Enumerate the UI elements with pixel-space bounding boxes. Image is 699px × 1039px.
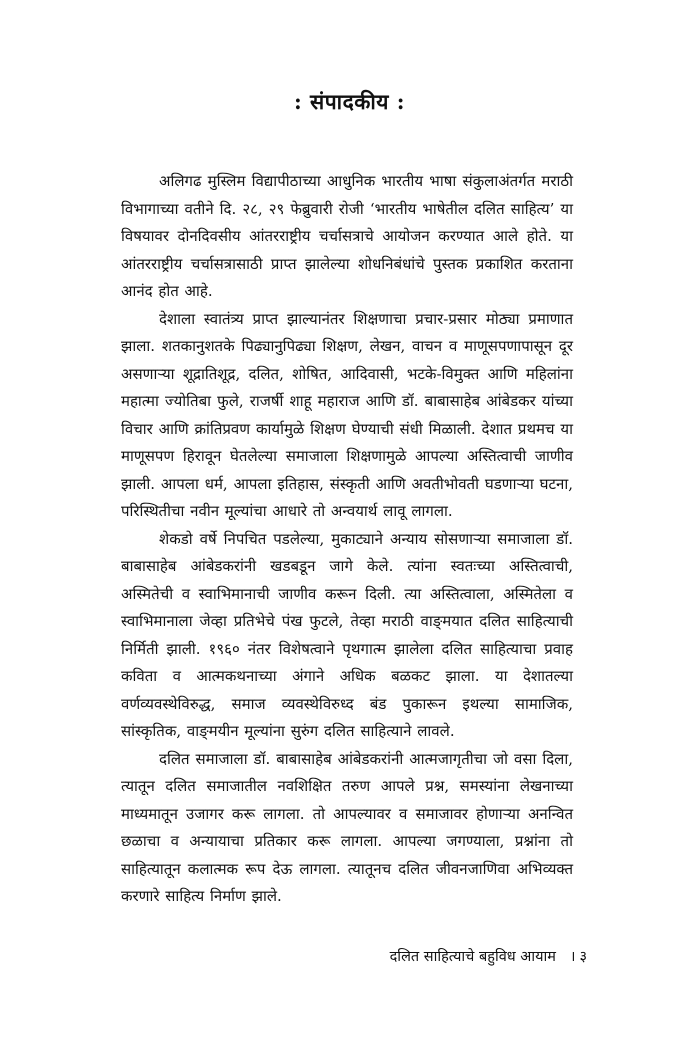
editorial-body — [121, 168, 573, 911]
paragraph-4: दलित समाजाला डॉ. बाबासाहेब आंबेडकरांनी आत्मजागृतीचा जो वसा दिला, त्यातून दलित समाजातील नवशिक्षित तरुण आपले प्रश्न, समस्यांना लेखनाच्या माध्यमातून उजागर करू लागला. तो आपल्यावर व समाजावर होणाऱ्या अनन्वित छळाचा व अन्यायाचा प्रतिकार करू लागला. आपल्या जगण्याला, प्रश्नांना तो साहित्यातून कलात्मक रूप देऊ लागला. त्यातूनच दलित जीवनजाणिवा अभिव्यक्त करणारे साहित्य निर्माण झाले. — [121, 749, 573, 905]
paragraph-2: देशाला स्वातंत्र्य प्राप्त झाल्यानंतर शिक्षणाचा प्रचार-प्रसार मोठ्या प्रमाणात झाला. शतकानुशतके पिढ्यानुपिढ्या शिक्षण, लेखन, वाचन व माणूसपणापासून दूर असणाऱ्या शूद्रातिशूद्र, दलित, शोषित, आदिवासी, भटके-विमुक्त आणि महिलांना महात्मा ज्योतिबा फुले, राजर्षी शाहू महाराज आणि डॉ. बाबासाहेब आंबेडकर यांच्या विचार आणि क्रांतिप्रवण कार्यामुळे शिक्षण घेण्याची संधी मिळाली. देशात प्रथमच या माणूसपण हिरावून घेतलेल्या समाजाला शिक्षणामुळे आपल्या अस्तित्वाची जाणीव झाली. आपला धर्म, आपला इतिहास, संस्कृती आणि अवतीभोवती घडणाऱ्या घटना, परिस्थितीचा नवीन मूल्यांचा आधारे तो अन्वयार्थ लावू लागला. — [121, 309, 573, 520]
paragraph-3: शेकडो वर्षे निपचित पडलेल्या, मुकाट्याने अन्याय सोसणाऱ्या समाजाला डॉ. बाबासाहेब आंबेडकरांनी खडबडून जागे केले. त्यांना स्वतःच्या अस्तित्वाची, अस्मितेची व स्वाभिमानाची जाणीव करून दिली. त्या अस्तित्वाला, अस्मितेला व स्वाभिमानाला जेव्हा प्रतिभेचे पंख फुटले, तेव्हा मराठी वाङ्‌मयात दलित साहित्याची निर्मिती झाली. १९६० नंतर विशेषत्वाने पृथगात्म झालेला दलित साहित्याचा प्रवाह कविता व आत्मकथनाच्या अंगाने अधिक बळकट झाला. या देशातल्या वर्णव्यवस्थेविरुद्ध, समाज व्यवस्थेविरुध्द बंड पुकारून इथल्या सामाजिक, सांस्कृतिक, वाङ्‌मयीन मूल्यांना सुरुंग दलित साहित्याने लावले. — [121, 529, 573, 740]
paragraph-1: अलिगढ मुस्लिम विद्यापीठाच्या आधुनिक भारतीय भाषा संकुलाअंतर्गत मराठी विभागाच्या वतीने दि. २८, २९ फेब्रुवारी रोजी ‘भारतीय भाषेतील दलित साहित्य’ या विषयावर दोनदिवसीय आंतरराष्ट्रीय चर्चासत्राचे आयोजन करण्यात आले होते. या आंतरराष्ट्रीय चर्चासत्रासाठी प्राप्त झालेल्या शोधनिबंधांचे पुस्तक प्रकाशित करताना आनंद होत आहे. — [121, 172, 573, 300]
editorial-title: : संपादकीय : — [293, 89, 406, 114]
page-number: ३ — [579, 949, 587, 965]
running-book-title: दलित साहित्याचे बहुविध आयाम — [389, 949, 556, 965]
page-footer — [390, 946, 587, 966]
footer-separator: । — [569, 949, 576, 965]
